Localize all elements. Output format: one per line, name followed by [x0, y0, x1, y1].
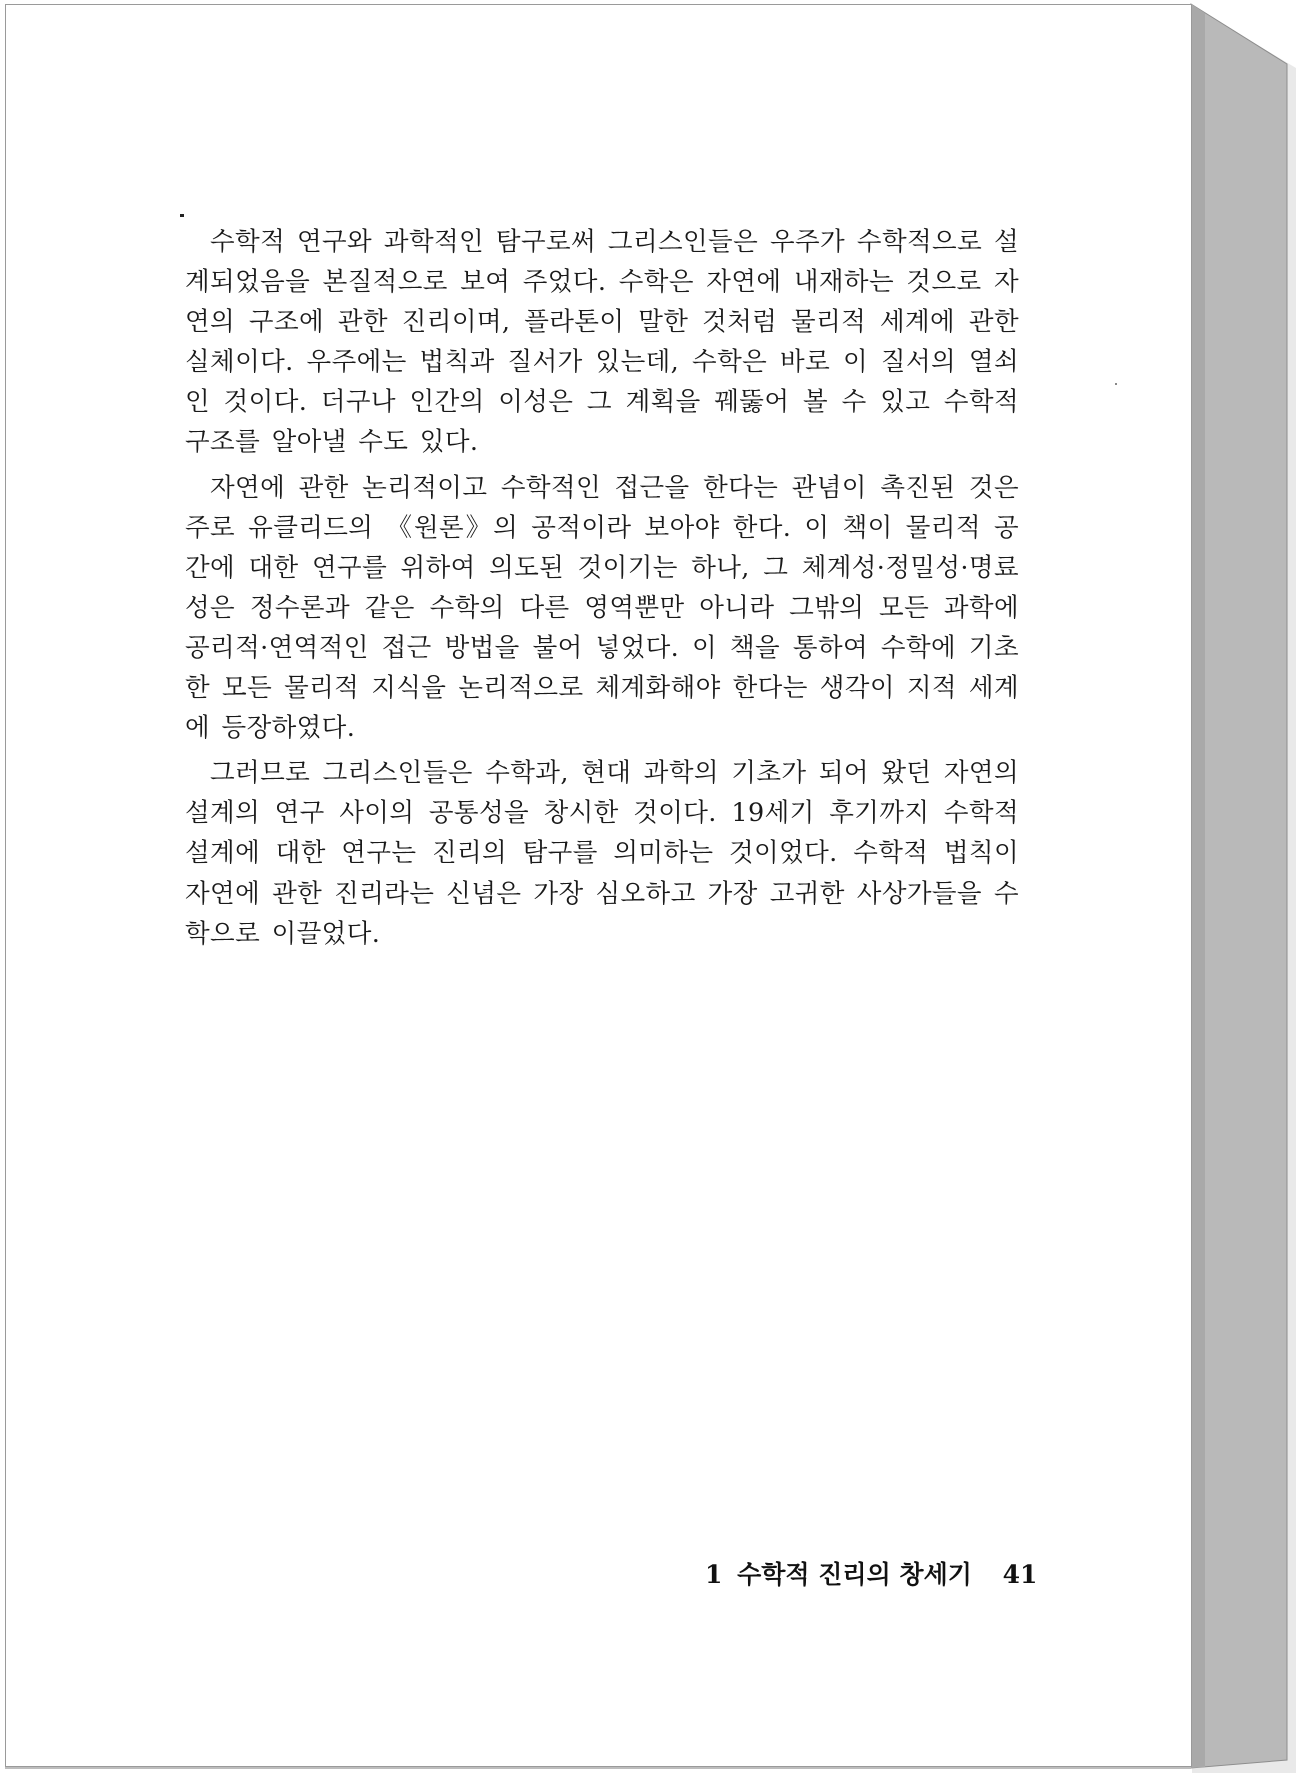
page-body [185, 222, 1019, 954]
chapter-number: 1 [705, 1560, 723, 1589]
stray-mark [180, 214, 184, 217]
chapter-title: 수학적 진리의 창세기 [737, 1560, 972, 1589]
running-footer [705, 1560, 1038, 1590]
page-number: 41 [1002, 1560, 1038, 1589]
paragraph-1: 수학적 연구와 과학적인 탐구로써 그리스인들은 우주가 수학적으로 설계되었음을 본질적으로 보여 주었다. 수학은 자연에 내재하는 것으로 자연의 구조에 관한 진리이며, 플라톤이 말한 것처럼 물리적 세계에 관한 실체이다. 우주에는 법칙과 질서가 있는데, 수학은 바로 이 질서의 열쇠인 것이다. 더구나 인간의 이성은 그 계획을 꿰뚫어 볼 수 있고 수학적 구조를 알아낼 수도 있다. [185, 227, 1019, 458]
paragraph-3: 그러므로 그리스인들은 수학과, 현대 과학의 기초가 되어 왔던 자연의 설계의 연구 사이의 공통성을 창시한 것이다. 19세기 후기까지 수학적 설계에 대한 연구는 진리의 탐구를 의미하는 것이었다. 수학적 법칙이 자연에 관한 진리라는 신념은 가장 심오하고 가장 고귀한 사상가들을 수학으로 이끌었다. [185, 758, 1019, 949]
scan-speck [1115, 383, 1117, 385]
paragraph-2: 자연에 관한 논리적이고 수학적인 접근을 한다는 관념이 촉진된 것은 주로 유클리드의 《원론》의 공적이라 보아야 한다. 이 책이 물리적 공간에 대한 연구를 위하여 의도된 것이기는 하나, 그 체계성·정밀성·명료성은 정수론과 같은 수학의 다른 영역뿐만 아니라 그밖의 모든 과학에 공리적·연역적인 접근 방법을 불어 넣었다. 이 책을 통하여 수학에 기초한 모든 물리적 지식을 논리적으로 체계화해야 한다는 생각이 지적 세계에 등장하였다. [185, 472, 1019, 744]
